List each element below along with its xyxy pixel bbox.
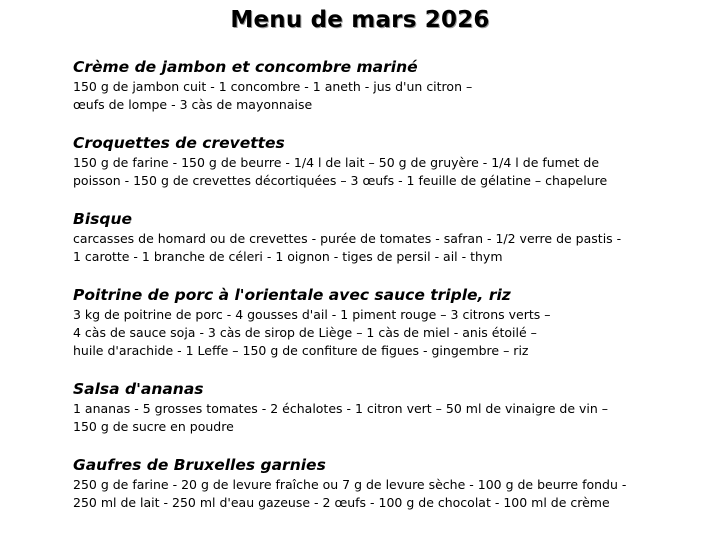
ingredient-line: 250 g de farine - 20 g de levure fraîche ou 7 g de levure sèche - 100 g de beurre fondu - [73, 477, 627, 492]
ingredient-line: 150 g de sucre en poudre [73, 419, 234, 434]
ingredient-line: 4 càs de sauce soja - 3 càs de sirop de Liège – 1 càs de miel - anis étoilé – [73, 325, 537, 340]
recipe-title: Salsa d'ananas [73, 380, 204, 398]
ingredient-line: 250 ml de lait - 250 ml d'eau gazeuse - 2 œufs - 100 g de chocolat - 100 ml de crème [73, 495, 610, 510]
ingredient-line: 1 carotte - 1 branche de céleri - 1 oignon - tiges de persil - ail - thym [73, 249, 503, 264]
recipe-bisque [73, 208, 713, 266]
recipe-title: Poitrine de porc à l'orientale avec sauce triple, riz [73, 286, 511, 304]
recipe-salsa-d-ananas [73, 378, 713, 436]
recipe-creme-de-jambon [73, 56, 713, 114]
ingredient-line: poisson - 150 g de crevettes décortiquées – 3 œufs - 1 feuille de gélatine – chapelure [73, 173, 608, 188]
ingredient-line: 3 kg de poitrine de porc - 4 gousses d'ail - 1 piment rouge – 3 citrons verts – [73, 307, 551, 322]
ingredient-line: carcasses de homard ou de crevettes - purée de tomates - safran - 1/2 verre de pastis - [73, 231, 622, 246]
ingredient-line: huile d'arachide - 1 Leffe – 150 g de confiture de figues - gingembre – riz [73, 343, 529, 358]
recipe-gaufres-de-bruxelles [73, 454, 713, 512]
recipe-title: Gaufres de Bruxelles garnies [73, 456, 326, 474]
recipe-poitrine-de-porc [73, 284, 713, 360]
recipe-title: Crème de jambon et concombre mariné [73, 58, 418, 76]
ingredient-line: 1 ananas - 5 grosses tomates - 2 échalotes - 1 citron vert – 50 ml de vinaigre de vin – [73, 401, 609, 416]
recipe-croquettes-de-crevettes [73, 132, 713, 190]
recipe-list [73, 56, 713, 530]
ingredient-line: 150 g de farine - 150 g de beurre - 1/4 l de lait – 50 g de gruyère - 1/4 l de fumet de [73, 155, 600, 170]
ingredient-line: 150 g de jambon cuit - 1 concombre - 1 aneth - jus d'un citron – [73, 79, 473, 94]
page-title: Menu de mars 2026 [230, 7, 490, 33]
recipe-title: Bisque [73, 210, 132, 228]
ingredient-line: œufs de lompe - 3 càs de mayonnaise [73, 97, 313, 112]
recipe-title: Croquettes de crevettes [73, 134, 285, 152]
